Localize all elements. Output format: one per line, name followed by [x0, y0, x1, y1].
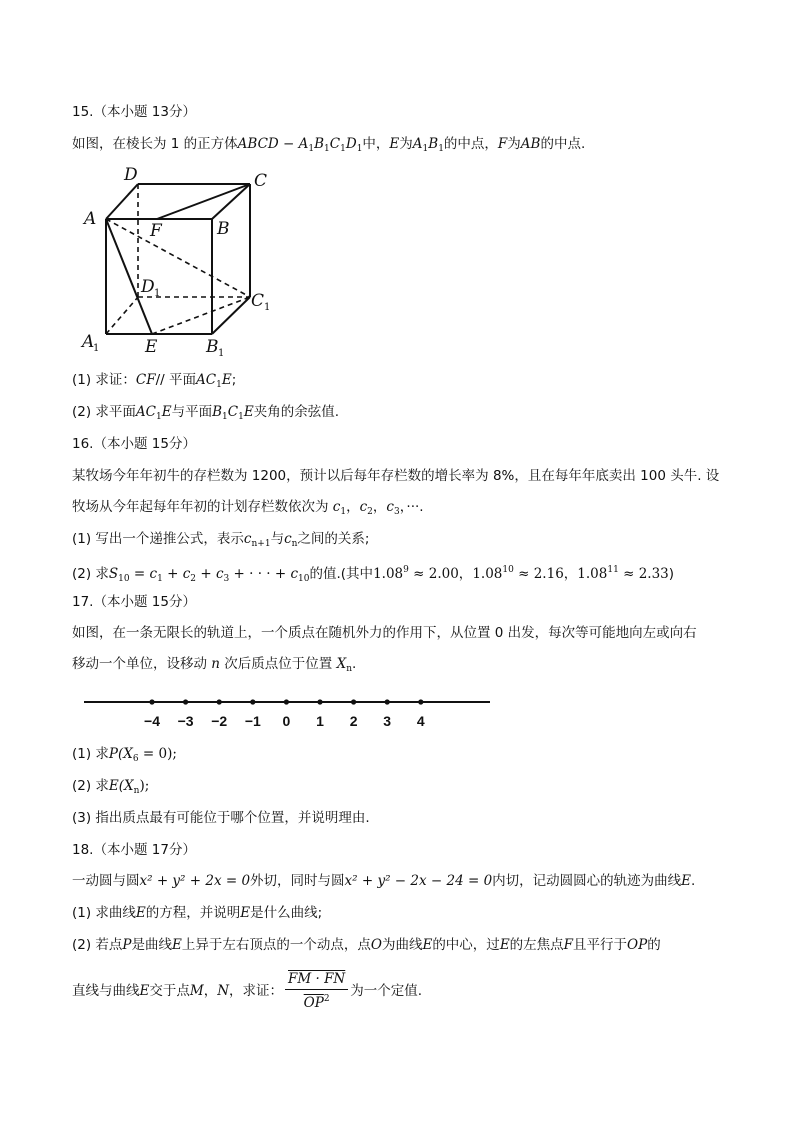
- q17-line2: 移动一个单位，设移动 n 次后质点位于位置 $X_n$.: [72, 656, 357, 674]
- number-line-point: [418, 699, 423, 704]
- label-A: A: [84, 209, 97, 229]
- label-B1: B: [206, 337, 219, 357]
- q18-header: 18.（本小题 17分）: [72, 842, 196, 858]
- label-C1: C: [251, 291, 265, 311]
- number-line-label: −3: [177, 713, 194, 729]
- label-E: E: [145, 337, 158, 357]
- ratio-fraction: $\frac{FM \cdot FN}{\overline{OP}^2}$: [285, 971, 348, 1012]
- number-line-point: [183, 699, 188, 704]
- q18-line1: 一动圆与圆x² + y² + 2x = 0外切，同时与圆x² + y² − 2x − 24 = 0内切，记动圆圆心的轨迹为曲线E.: [72, 873, 696, 889]
- q15-header: 15.（本小题 13分）: [72, 104, 196, 120]
- svg-text:1: 1: [154, 288, 161, 299]
- svg-text:1: 1: [93, 343, 100, 354]
- number-line-label: 4: [416, 713, 425, 729]
- label-D1: D: [141, 277, 155, 297]
- number-line-point: [317, 699, 322, 704]
- label-A1: A: [82, 332, 95, 352]
- q17-line1: 如图，在一条无限长的轨道上，一个质点在随机外力的作用下，从位置 0 出发，每次等可能地向左或向右: [72, 625, 697, 641]
- number-line: [80, 690, 500, 734]
- q18-part1: (1) 求曲线E的方程，并说明E是什么曲线;: [72, 905, 323, 921]
- cube-figure: [78, 164, 278, 362]
- q15-part2: (2) 求平面$AC_1E$与平面$B_1C_1E$夹角的余弦值.: [72, 404, 339, 422]
- label-C: C: [254, 171, 268, 191]
- q16-line2: 牧场从今年起每年年初的计划存栏数依次为 $c_1$，$c_2$，$c_3$，···.: [72, 499, 424, 517]
- number-line-label: −2: [211, 713, 228, 729]
- number-line-label: −4: [144, 713, 160, 729]
- label-B: B: [217, 219, 230, 239]
- q16-part2: (2) 求$S_{10} = c_1 + c_2 + c_3$ + · · · + $c_{10}$的值.(其中$1.08^9 \approx 2.00$，$1.08^{10} \approx 2.16$，$1.08^{11} \approx 2.33$): [72, 565, 675, 584]
- svg-text:1: 1: [264, 302, 271, 313]
- q16-header: 16.（本小题 15分）: [72, 436, 196, 452]
- q17-part1: (1) 求$P(X_6 = 0)$;: [72, 746, 177, 764]
- number-line-label: 3: [383, 713, 392, 729]
- number-line-label: −1: [244, 713, 261, 729]
- q17-part3: (3) 指出质点最有可能位于哪个位置，并说明理由.: [72, 810, 370, 826]
- q18-part2: (2) 若点P是曲线E上异于左右顶点的一个动点，点O为曲线E的中心，过E的左焦点F且平行于OP的: [72, 937, 661, 953]
- number-line-point: [250, 699, 255, 704]
- number-line-label: 1: [316, 713, 324, 729]
- q15-stem: 如图，在棱长为 1 的正方体ABCD − $A_1B_1C_1D_1$中，E为$A_1B_1$的中点，F为AB的中点.: [72, 136, 586, 154]
- number-line-point: [385, 699, 390, 704]
- number-line-point: [149, 699, 154, 704]
- svg-text:1: 1: [218, 348, 225, 359]
- q18-part2-cont: 直线与曲线E交于点M，N，求证： $\frac{FM \cdot FN}{\overline{OP}^2}$ 为一个定值.: [72, 970, 423, 1011]
- number-line-label: 2: [349, 713, 358, 729]
- q17-header: 17.（本小题 15分）: [72, 594, 196, 610]
- q17-part2: (2) 求$E(X_n)$;: [72, 778, 150, 796]
- number-line-point: [284, 699, 289, 704]
- q16-line1: 某牧场今年年初牛的存栏数为 1200，预计以后每年存栏数的增长率为 8%，且在每年年底卖出 100 头牛. 设: [72, 468, 720, 484]
- q15-part1: (1) 求证：CF// 平面$AC_1E$;: [72, 372, 237, 390]
- label-D: D: [124, 165, 138, 185]
- number-line-point: [217, 699, 222, 704]
- label-F: F: [150, 221, 162, 241]
- q16-part1: (1) 写出一个递推公式，表示$c_{n+1}$与$c_n$之间的关系;: [72, 531, 370, 549]
- number-line-point: [351, 699, 356, 704]
- number-line-label: 0: [282, 713, 291, 729]
